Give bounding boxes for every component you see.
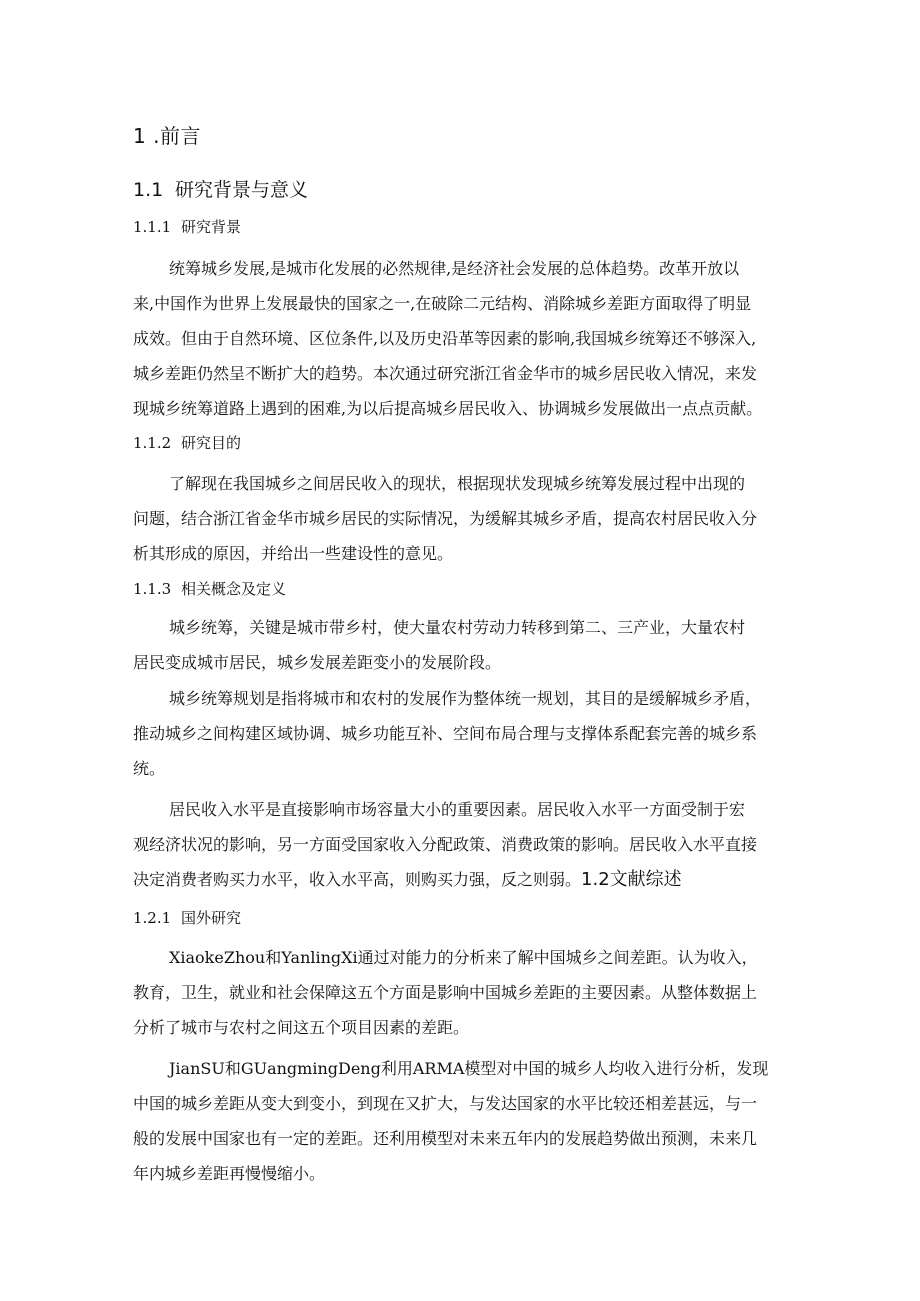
text-line: XiaokeZhou和YanlingXi通过对能力的分析来了解中国城乡之间差距。认为收入， (169, 948, 758, 967)
paragraph-research-background (133, 251, 793, 426)
text-line: 城乡统筹，关键是城市带乡村，使大量农村劳动力转移到第二、三产业，大量农村 (169, 618, 746, 637)
text-line: 观经济状况的影响，另一方面受国家收入分配政策、消费政策的影响。居民收入水平直接 (133, 835, 758, 854)
subsection-title: 研究目的 (181, 434, 242, 452)
subsection-title: 相关概念及定义 (181, 580, 287, 598)
paragraph-concept-3 (133, 792, 793, 897)
text-line-content: 决定消费者购买力水平，收入水平高，则购买力强，反之则弱。 (133, 870, 582, 889)
text-line: 分析了城市与农村之间这五个项目因素的差距。 (133, 1018, 470, 1037)
paragraph-foreign-research-2 (133, 1051, 793, 1191)
text-line: 般的发展中国家也有一定的差距。还利用模型对未来五年内的发展趋势做出预测，未来几 (133, 1129, 758, 1148)
subsection-number: 1.1.3 (133, 580, 172, 598)
text-line: 了解现在我国城乡之间居民收入的现状，根据现状发现城乡统筹发展过程中出现的 (169, 474, 746, 493)
text-line: 教育，卫生，就业和社会保障这五个方面是影响中国城乡差距的主要因素。从整体数据上 (133, 983, 758, 1002)
text-line: 问题，结合浙江省金华市城乡居民的实际情况，为缓解其城乡矛盾，提高农村居民收入分 (133, 509, 758, 528)
subsection-heading-1-1-1 (133, 216, 241, 238)
text-line: 城乡统筹规划是指将城市和农村的发展作为整体统一规划，其目的是缓解城乡矛盾， (169, 689, 762, 708)
text-line: 年内城乡差距再慢慢缩小。 (133, 1164, 326, 1183)
section-heading-1-2: 1.2文献综述 (581, 869, 682, 890)
text-line (133, 862, 793, 897)
subsection-title: 国外研究 (181, 909, 242, 927)
paragraph-concept-2 (133, 681, 793, 786)
subsection-number: 1.1.2 (133, 434, 172, 452)
subsection-heading-1-2-1 (133, 907, 241, 929)
section-number: 1.1 (133, 179, 164, 201)
section-heading-1-1 (133, 176, 308, 204)
text-line: 析其形成的原因，并给出一些建设性的意见。 (133, 544, 454, 563)
text-line: 推动城乡之间构建区域协调、城乡功能互补、空间布局合理与支撑体系配套完善的城乡系 (133, 724, 758, 743)
text-line: JianSU和GUangmingDeng利用ARMA模型对中国的城乡人均收入进行分析，发现 (169, 1059, 769, 1078)
subsection-title: 研究背景 (181, 218, 242, 236)
paragraph-research-purpose (133, 466, 793, 571)
section-title: 研究背景与意义 (175, 179, 309, 201)
text-line: 居民变成城市居民，城乡发展差距变小的发展阶段。 (133, 653, 502, 672)
text-line: 统筹城乡发展,是城市化发展的必然规律,是经济社会发展的总体趋势。改革开放以 (169, 259, 740, 278)
text-line: 城乡差距仍然呈不断扩大的趋势。本次通过研究浙江省金华市的城乡居民收入情况，来发 (133, 364, 758, 383)
text-line: 中国的城乡差距从变大到变小，到现在又扩大，与发达国家的水平比较还相差甚远，与一 (133, 1094, 758, 1113)
subsection-heading-1-1-3 (133, 578, 286, 600)
paragraph-concept-1 (133, 610, 793, 680)
text-line: 现城乡统筹道路上遇到的困难,为以后提高城乡居民收入、协调城乡发展做出一点点贡献。 (133, 399, 763, 418)
paragraph-foreign-research-1 (133, 940, 793, 1045)
text-line: 成效。但由于自然环境、区位条件,以及历史沿革等因素的影响,我国城乡统筹还不够深入, (133, 329, 757, 348)
text-line: 来,中国作为世界上发展最快的国家之一,在破除二元结构、消除城乡差距方面取得了明显 (133, 294, 752, 313)
subsection-number: 1.2.1 (133, 909, 172, 927)
subsection-heading-1-1-2 (133, 432, 241, 454)
subsection-number: 1.1.1 (133, 218, 172, 236)
chapter-heading: 1 .前言 (133, 124, 201, 148)
text-line: 居民收入水平是直接影响市场容量大小的重要因素。居民收入水平一方面受制于宏 (169, 800, 746, 819)
text-line: 统。 (133, 759, 166, 778)
